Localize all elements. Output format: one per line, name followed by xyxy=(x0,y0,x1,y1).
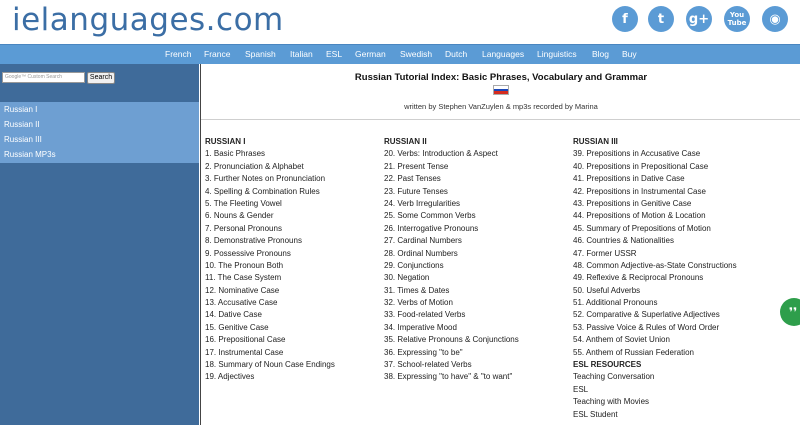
nav-blog[interactable]: Blog xyxy=(592,49,610,59)
sidebar-list xyxy=(0,102,199,163)
search-input[interactable]: Google™ Custom Search xyxy=(2,72,85,83)
russia-flag-icon xyxy=(493,85,509,95)
lesson-link[interactable]: 6. Nouns & Gender xyxy=(205,211,274,221)
top-nav xyxy=(0,44,800,64)
lesson-link[interactable]: 33. Food-related Verbs xyxy=(384,310,466,320)
lesson-link[interactable]: 51. Additional Pronouns xyxy=(573,298,658,308)
lesson-link[interactable]: 7. Personal Pronouns xyxy=(205,223,282,233)
russian-1-column xyxy=(205,136,335,384)
lesson-link[interactable]: 18. Summary of Noun Case Endings xyxy=(205,360,335,370)
column-heading: RUSSIAN III xyxy=(573,137,618,146)
lesson-link[interactable]: 32. Verbs of Motion xyxy=(384,298,453,308)
lesson-link[interactable]: 19. Adjectives xyxy=(205,372,255,382)
lesson-link[interactable]: 38. Expressing "to have" & "to want" xyxy=(384,372,513,382)
lesson-link[interactable]: 15. Genitive Case xyxy=(205,322,269,332)
column-heading: ESL RESOURCES xyxy=(573,360,642,370)
lesson-link[interactable]: 43. Prepositions in Genitive Case xyxy=(573,198,692,208)
lesson-link[interactable]: 12. Nominative Case xyxy=(205,285,280,295)
lesson-link[interactable]: 3. Further Notes on Pronunciation xyxy=(205,174,326,184)
youtube-icon[interactable]: You Tube xyxy=(724,6,750,32)
lesson-link[interactable]: 52. Comparative & Superlative Adjectives xyxy=(573,310,720,320)
lesson-link[interactable]: 46. Countries & Nationalities xyxy=(573,236,674,246)
resource-link[interactable]: Teaching with Movies xyxy=(573,397,650,407)
lesson-link[interactable]: 47. Former USSR xyxy=(573,248,637,258)
lesson-link[interactable]: 22. Past Tenses xyxy=(384,174,441,184)
sidebar-item-russian-3[interactable]: Russian III xyxy=(4,135,42,144)
site-logo[interactable]: ielanguages.com xyxy=(12,2,284,38)
lesson-link[interactable]: 41. Prepositions in Dative Case xyxy=(573,174,685,184)
lesson-link[interactable]: 16. Prepositional Case xyxy=(205,335,286,345)
lesson-link[interactable]: 50. Useful Adverbs xyxy=(573,285,641,295)
nav-dutch[interactable]: Dutch xyxy=(445,49,468,59)
russian-3-column xyxy=(573,136,737,421)
sidebar-item-russian-mp3s[interactable]: Russian MP3s xyxy=(4,150,56,159)
lesson-link[interactable]: 44. Prepositions of Motion & Location xyxy=(573,211,706,221)
resource-link[interactable]: ESL xyxy=(573,384,589,394)
nav-swedish[interactable]: Swedish xyxy=(400,49,433,59)
nav-buy[interactable]: Buy xyxy=(622,49,637,59)
lesson-link[interactable]: 55. Anthem of Russian Federation xyxy=(573,347,694,357)
lesson-link[interactable]: 40. Prepositions in Prepositional Case xyxy=(573,161,709,171)
twitter-icon[interactable]: t xyxy=(648,6,674,32)
chat-button[interactable]: ❜❜ xyxy=(780,298,800,326)
divider xyxy=(201,119,800,120)
lesson-link[interactable]: 17. Instrumental Case xyxy=(205,347,284,357)
lesson-link[interactable]: 28. Ordinal Numbers xyxy=(384,248,458,258)
nav-esl[interactable]: ESL xyxy=(326,49,343,59)
byline: written by Stephen VanZuylen & mp3s recorded by Marina xyxy=(404,102,598,111)
lesson-link[interactable]: 25. Some Common Verbs xyxy=(384,211,476,221)
lesson-link[interactable]: 42. Prepositions in Instrumental Case xyxy=(573,186,706,196)
lesson-link[interactable]: 10. The Pronoun Both xyxy=(205,260,284,270)
nav-languages[interactable]: Languages xyxy=(482,49,525,59)
lesson-link[interactable]: 37. School-related Verbs xyxy=(384,360,472,370)
lesson-link[interactable]: 23. Future Tenses xyxy=(384,186,448,196)
lesson-link[interactable]: 13. Accusative Case xyxy=(205,298,278,308)
russian-2-column xyxy=(384,136,519,384)
lesson-link[interactable]: 21. Present Tense xyxy=(384,161,449,171)
main-content xyxy=(200,64,800,425)
lesson-link[interactable]: 54. Anthem of Soviet Union xyxy=(573,335,670,345)
search-button[interactable]: Search xyxy=(87,72,115,84)
lesson-link[interactable]: 9. Possessive Pronouns xyxy=(205,248,291,258)
sidebar-item-russian-1[interactable]: Russian I xyxy=(4,105,38,114)
lesson-link[interactable]: 2. Pronunciation & Alphabet xyxy=(205,161,304,171)
lesson-link[interactable]: 36. Expressing "to be" xyxy=(384,347,463,357)
lesson-link[interactable]: 29. Conjunctions xyxy=(384,260,444,270)
lesson-link[interactable]: 35. Relative Pronouns & Conjunctions xyxy=(384,335,519,345)
lesson-link[interactable]: 8. Demonstrative Pronouns xyxy=(205,236,302,246)
nav-french[interactable]: French xyxy=(165,49,192,59)
lesson-link[interactable]: 49. Reflexive & Reciprocal Pronouns xyxy=(573,273,704,283)
facebook-icon[interactable]: f xyxy=(612,6,638,32)
column-heading: RUSSIAN II xyxy=(384,137,427,146)
lesson-link[interactable]: 11. The Case System xyxy=(205,273,282,283)
lesson-link[interactable]: 24. Verb Irregularities xyxy=(384,198,461,208)
nav-german[interactable]: German xyxy=(355,49,386,59)
resource-link[interactable]: ESL Student xyxy=(573,409,618,419)
google-plus-icon[interactable]: g+ xyxy=(686,6,712,32)
lesson-link[interactable]: 31. Times & Dates xyxy=(384,285,450,295)
page-title: Russian Tutorial Index: Basic Phrases, Vocabulary and Grammar xyxy=(354,72,648,83)
lesson-link[interactable]: 5. The Fleeting Vowel xyxy=(205,198,282,208)
lesson-link[interactable]: 20. Verbs: Introduction & Aspect xyxy=(384,149,498,159)
site-header xyxy=(0,0,800,44)
lesson-link[interactable]: 26. Interrogative Pronouns xyxy=(384,223,479,233)
column-heading: RUSSIAN I xyxy=(205,137,246,146)
lesson-link[interactable]: 27. Cardinal Numbers xyxy=(384,236,462,246)
nav-france[interactable]: France xyxy=(204,49,231,59)
lesson-link[interactable]: 14. Dative Case xyxy=(205,310,262,320)
lesson-link[interactable]: 45. Summary of Prepositions of Motion xyxy=(573,223,711,233)
sidebar-item-russian-2[interactable]: Russian II xyxy=(4,120,40,129)
lesson-link[interactable]: 1. Basic Phrases xyxy=(205,149,266,159)
lesson-link[interactable]: 34. Imperative Mood xyxy=(384,322,457,332)
rss-icon[interactable]: ◉ xyxy=(762,6,788,32)
nav-linguistics[interactable]: Linguistics xyxy=(537,49,577,59)
lesson-link[interactable]: 48. Common Adjective-as-State Constructions xyxy=(573,260,737,270)
lesson-link[interactable]: 4. Spelling & Combination Rules xyxy=(205,186,320,196)
sidebar xyxy=(0,64,199,425)
nav-spanish[interactable]: Spanish xyxy=(245,49,276,59)
lesson-link[interactable]: 39. Prepositions in Accusative Case xyxy=(573,149,701,159)
lesson-link[interactable]: 30. Negation xyxy=(384,273,430,283)
nav-italian[interactable]: Italian xyxy=(290,49,313,59)
resource-link[interactable]: Teaching Conversation xyxy=(573,372,655,382)
lesson-link[interactable]: 53. Passive Voice & Rules of Word Order xyxy=(573,322,720,332)
